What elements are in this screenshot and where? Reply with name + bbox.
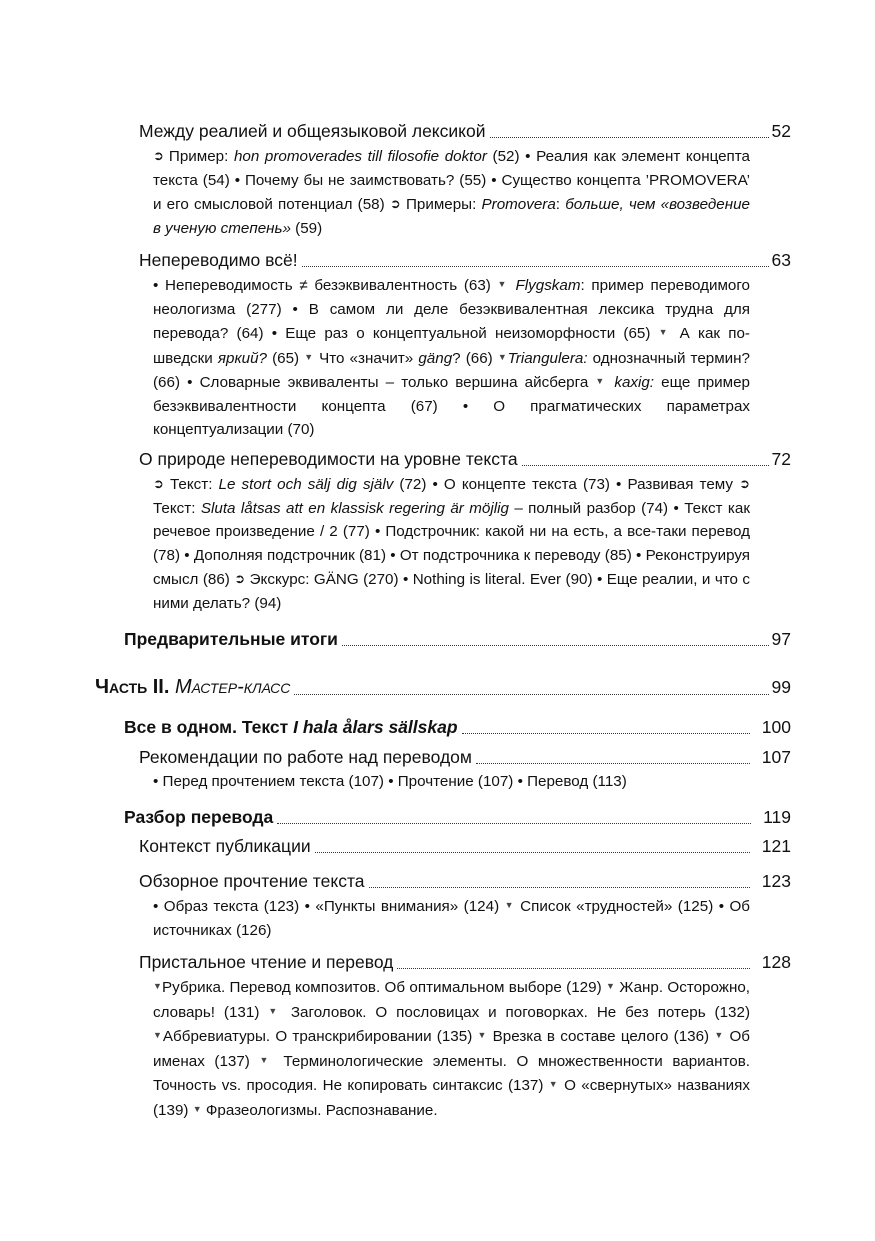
toc-page-number: 100 <box>761 717 791 737</box>
toc-entry-description <box>153 273 750 442</box>
leader-dots <box>397 968 749 969</box>
triangle-bullet-icon: ▼ <box>268 1005 282 1016</box>
toc-entry-untranslatable <box>139 248 791 442</box>
toc-entry-overview-reading <box>139 869 791 942</box>
triangle-bullet-icon: ▼ <box>548 1079 559 1089</box>
leader-dots <box>490 137 769 138</box>
description-text: Аббревиатуры. О транскрибировании (135) <box>162 1028 478 1045</box>
description-text: Терминологические элементы. О множественности вариантов. Точность vs. просодия. Не копировать синтаксис (137) <box>153 1052 750 1094</box>
description-text: – полный разбор (74) • Текст как речевое произведение / 2 (77) • Подстрочник: какой ни на есть, а все-таки перевод (78) • Дополняя подстрочник (81) • От подстрочника к переводу (85) • Реконструируя смысл (86) <box>153 499 750 588</box>
description-text: еще пример безэквивалентности концепта (67) • О прагматических параметрах концептуализации (70) <box>153 374 750 438</box>
toc-entry-row <box>139 745 791 769</box>
arrow-circle-icon: ➲ <box>739 476 750 491</box>
toc-page-number: 119 <box>763 807 791 827</box>
toc-entry-title: Все в одном. Текст <box>124 717 294 737</box>
description-text: gäng <box>418 349 453 367</box>
description-text: Врезка в составе целого (136) <box>487 1028 715 1045</box>
toc-page-number: 63 <box>771 250 791 270</box>
toc-part-heading <box>95 674 791 700</box>
arrow-circle-icon: ➲ <box>153 476 164 491</box>
toc-entry-all-in-one <box>124 715 791 739</box>
toc-entry-row <box>139 869 791 893</box>
description-text: (65) <box>266 349 305 367</box>
toc-entry-preliminary <box>124 627 791 651</box>
toc-entry-text-level <box>139 447 791 615</box>
toc-entry-description <box>153 144 750 240</box>
triangle-bullet-icon: ▼ <box>477 1030 488 1040</box>
toc-entry-analysis <box>124 805 791 829</box>
toc-entry-row <box>139 248 791 272</box>
description-text: ? (66) <box>452 349 498 367</box>
arrow-circle-icon: ➲ <box>389 196 401 211</box>
toc-page-number: 107 <box>761 747 791 767</box>
description-text: яркий? <box>217 349 267 367</box>
description-text: • Непереводимость ≠ безэквивалентность (63) <box>153 277 498 294</box>
toc-entry-row <box>139 950 791 974</box>
description-text: Фразеологизмы. Распознавание. <box>201 1101 438 1119</box>
leader-dots <box>462 733 750 734</box>
toc-entry-recommendations <box>139 745 791 794</box>
description-text: больше, чем «возведение в ученую степень» <box>153 196 750 237</box>
description-text: (59) <box>290 219 323 237</box>
toc-entry-title: О природе непереводимости на уровне текста <box>139 449 518 469</box>
triangle-bullet-icon: ▼ <box>153 1030 163 1040</box>
toc-entry-realia <box>139 119 791 240</box>
toc-entry-description <box>153 975 750 1122</box>
description-text: Экскурс: GÄNG (270) • Nothing is literal. Ever (90) • Еще реалии, и что с ними делать? (94) <box>153 571 750 612</box>
toc-entry-row <box>139 119 791 143</box>
description-text: Le stort och sälj dig själv <box>218 476 394 493</box>
triangle-bullet-icon: ▼ <box>192 1103 202 1114</box>
leader-dots <box>342 645 769 646</box>
triangle-bullet-icon: ▼ <box>304 351 314 362</box>
description-text: Об именах (137) <box>153 1028 750 1070</box>
toc-entry-title: Контекст публикации <box>139 836 311 856</box>
toc-entry-row <box>124 805 791 829</box>
toc-entry-row <box>139 447 791 471</box>
toc-entry-title-italic: I hala ålars sällskap <box>293 717 458 737</box>
arrow-circle-icon: ➲ <box>234 571 246 586</box>
description-text: Список «трудностей» (125) • Об источниках (126) <box>153 898 750 939</box>
toc-entry-title: Пристальное чтение и перевод <box>139 952 394 972</box>
toc-entry-title: Разбор перевода <box>124 807 274 827</box>
triangle-bullet-icon: ▼ <box>497 279 509 289</box>
toc-entry-row <box>95 674 791 700</box>
triangle-bullet-icon: ▼ <box>595 376 608 386</box>
description-text: О «свернутых» названиях (139) <box>153 1077 750 1119</box>
toc-entry-title: Предварительные итоги <box>124 629 338 649</box>
description-text: • Перед прочтением текста (107) • Прочтение (107) • Перевод (113) <box>153 773 627 790</box>
toc-page-number: 99 <box>771 677 791 697</box>
leader-dots <box>277 823 751 824</box>
toc-entry-description <box>153 894 750 942</box>
description-text: Что «значит» <box>313 349 419 367</box>
toc-entry-row <box>139 834 791 858</box>
leader-dots <box>302 266 769 267</box>
description-text: Примеры: <box>400 196 482 213</box>
toc-entry-title: Обзорное прочтение текста <box>139 871 365 891</box>
triangle-bullet-icon: ▼ <box>497 351 508 362</box>
toc-page-number: 97 <box>771 629 791 649</box>
triangle-bullet-icon: ▼ <box>714 1030 725 1040</box>
description-text: Текст: <box>163 476 219 493</box>
toc-page-number: 72 <box>771 449 791 469</box>
toc-page-number: 128 <box>761 952 791 972</box>
leader-dots <box>369 887 750 888</box>
description-text: Рубрика. Перевод композитов. Об оптимальном выборе (129) <box>162 979 606 996</box>
toc-page-number: 121 <box>761 836 791 856</box>
arrow-circle-icon: ➲ <box>153 148 169 163</box>
leader-dots <box>476 763 750 764</box>
description-text: Flygskam <box>515 277 581 294</box>
description-text <box>509 277 516 294</box>
triangle-bullet-icon: ▼ <box>153 981 163 991</box>
toc-entry-title: Рекомендации по работе над переводом <box>139 747 472 767</box>
toc-page-number: 52 <box>771 121 791 141</box>
description-text: Sluta låtsas att en klassisk regering är möjlig <box>200 499 509 517</box>
description-text: Promovera <box>481 196 556 213</box>
description-text: : пример переводимого неологизма (277) • В самом ли деле безэквивалентная лексика трудна для перевода? (64) • Еще раз о концептуальной неизоморфности (65) <box>153 277 750 342</box>
toc-entry-description <box>153 472 750 615</box>
toc-entry-title: Непереводимо всё! <box>139 250 298 270</box>
triangle-bullet-icon: ▼ <box>259 1054 274 1065</box>
description-text: Пример: <box>168 148 234 165</box>
description-text: hon promoverades till filosofie doktor <box>233 148 487 165</box>
leader-dots <box>315 852 750 853</box>
description-text: однозначный термин? (66) • Словарные эквиваленты – только вершина айсберга <box>153 349 750 391</box>
toc-entry-title: Между реалией и общеязыковой лексикой <box>139 121 486 141</box>
part-number: Часть II. <box>95 676 170 698</box>
description-text: : <box>555 196 566 213</box>
toc-entry-row <box>124 715 791 739</box>
description-text: (52) • Реалия как элемент концепта текста (54) • Почему бы не заимствовать? (55) • Существо концепта ’PROMOVERA’ и его смысловой потенциал (58) <box>153 148 751 213</box>
toc-entry-description <box>153 770 750 794</box>
triangle-bullet-icon: ▼ <box>605 981 616 991</box>
description-text: Жанр. Осторожно, словарь! (131) <box>153 979 750 1021</box>
leader-dots <box>294 694 768 695</box>
description-text: • Образ текста (123) • «Пункты внимания» (124) <box>153 898 505 915</box>
description-text: Заголовок. О пословицах и поговорках. Не без потерь (132) <box>281 1003 750 1021</box>
description-text: (72) • О концепте текста (73) • Развивая тему <box>393 476 740 493</box>
description-text: kaxig: <box>614 374 655 391</box>
toc-entry-context <box>139 834 791 858</box>
leader-dots <box>522 465 769 466</box>
triangle-bullet-icon: ▼ <box>504 900 515 910</box>
description-text: Triangulera: <box>507 349 588 367</box>
toc-page-number: 123 <box>761 871 791 891</box>
description-text: Текст: <box>153 499 201 517</box>
toc-entry-row <box>124 627 791 651</box>
triangle-bullet-icon: ▼ <box>658 327 672 337</box>
toc-entry-close-reading <box>139 950 791 1122</box>
description-text: А как по-шведски <box>153 325 750 367</box>
part-title: Мастер-класс <box>174 676 291 698</box>
